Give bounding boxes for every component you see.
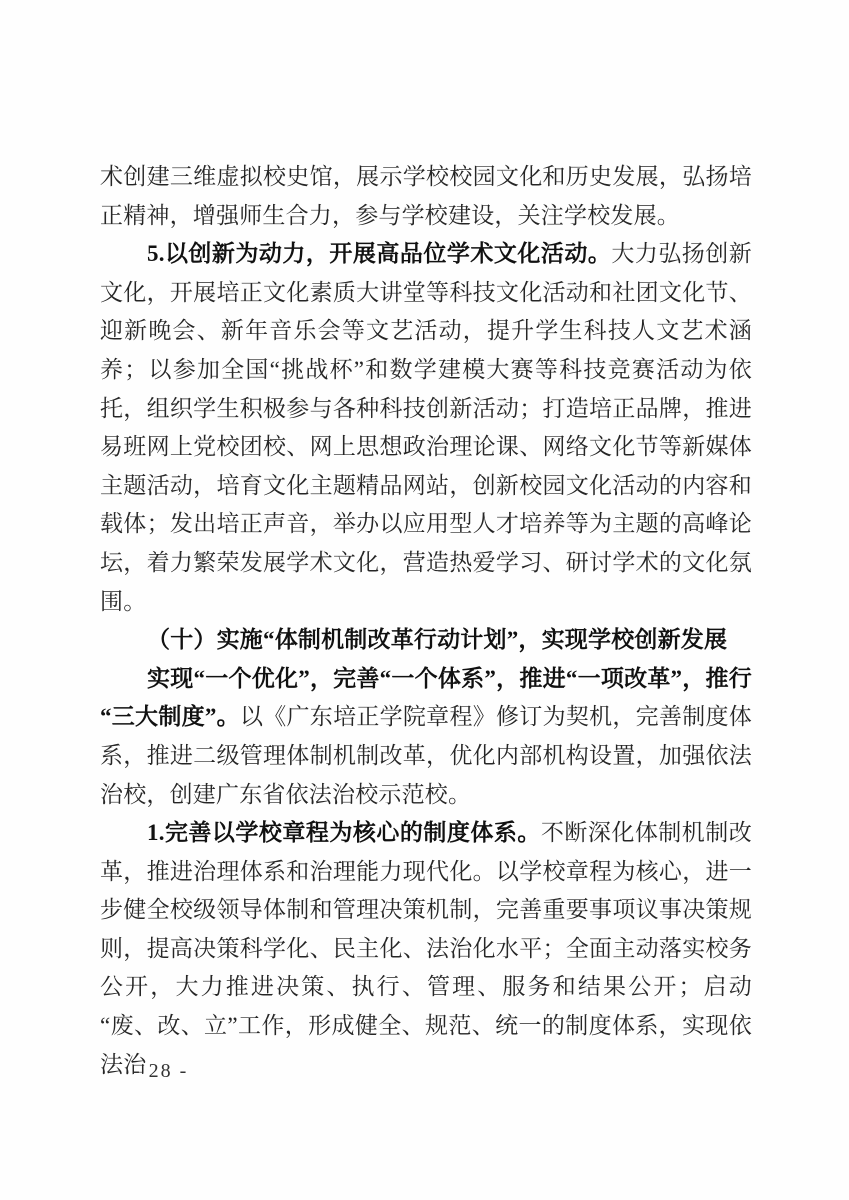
- paragraph-text: 术创建三维虚拟校史馆，展示学校校园文化和历史发展，弘扬培正精神，增强师生合力，参与学校建设，关注学校发展。: [100, 164, 752, 228]
- document-body: [100, 158, 752, 1084]
- section-heading-10: [100, 621, 752, 660]
- page-number: - 28 -: [133, 1060, 189, 1082]
- paragraph-bold-lead: 5.以创新为动力，开展高品位学术文化活动。: [147, 241, 612, 267]
- section-heading-text: （十）实施“体制机制改革行动计划”，实现学校创新发展: [147, 627, 728, 653]
- paragraph-item-5: [100, 235, 752, 621]
- paragraph-continuation: [100, 158, 752, 235]
- paragraph-bold-lead: 实现“一个优化”，完善“一个体系”，推进“一项改革”，推行“三大制度”。: [100, 665, 752, 730]
- paragraph-text: 以《广东培正学院章程》修订为契机，完善制度体系，推进二级管理体制机制改革，优化内部机构设置，加强依法治校，创建广东省依法治校示范校。: [100, 704, 752, 807]
- paragraph-text: 不断深化体制机制改革，推进治理体系和治理能力现代化。以学校章程为核心，进一步健全校级领导体制和管理决策机制，完善重要事项议事决策规则，提高决策科学化、民主化、法治化水平；全面主动落实校务公开，大力推进决策、执行、管理、服务和结果公开；启动“废、改、立”工作，形成健全、规范、统一的制度体系，实现依法治: [100, 820, 752, 1077]
- paragraph-bold-lead: 1.完善以学校章程为核心的制度体系。: [147, 820, 541, 846]
- paragraph-text: 大力弘扬创新文化，开展培正文化素质大讲堂等科技文化活动和社团文化节、迎新晚会、新年音乐会等文艺活动，提升学生科技人文艺术涵养；以参加全国“挑战杯”和数学建模大赛等科技竞赛活动为依托，组织学生积极参与各种科技创新活动；打造培正品牌，推进易班网上党校团校、网上思想政治理论课、网络文化节等新媒体主题活动，培育文化主题精品网站，创新校园文化活动的内容和载体；发出培正声音，举办以应用型人才培养等为主题的高峰论坛，着力繁荣发展学术文化，营造热爱学习、研讨学术的文化氛围。: [100, 241, 752, 614]
- paragraph-item-1: [100, 814, 752, 1084]
- paragraph-reform: [100, 660, 752, 814]
